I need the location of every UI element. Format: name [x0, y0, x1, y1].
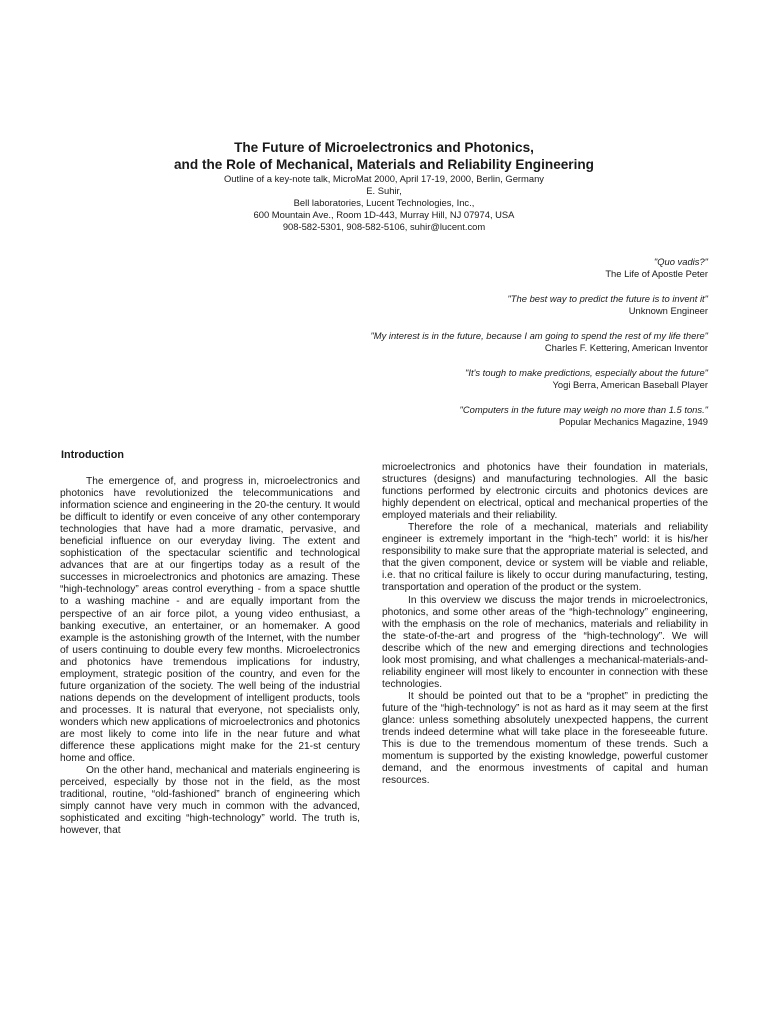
quote-author: Popular Mechanics Magazine, 1949: [558, 416, 708, 427]
body-column-left: [60, 476, 360, 837]
quote-text: "Quo vadis?": [653, 256, 708, 267]
quote-item: [188, 256, 708, 280]
section-heading-introduction: Introduction: [61, 449, 124, 461]
quote-text: "The best way to predict the future is to invent it": [507, 293, 708, 304]
paper-title-line-1: The Future of Microelectronics and Photonics,: [234, 140, 534, 155]
quote-text: "Computers in the future may weigh no more than 1.5 tons.": [459, 404, 708, 415]
quote-author: Yogi Berra, American Baseball Player: [552, 379, 708, 390]
quote-item: [188, 367, 708, 391]
quote-text: "It's tough to make predictions, especially about the future": [465, 367, 708, 378]
title-block: [0, 139, 768, 233]
epigraph-quotes: [188, 256, 708, 441]
body-column-right: [382, 462, 708, 787]
author-name: E. Suhir,: [366, 185, 402, 196]
body-paragraph: Therefore the role of a mechanical, materials and reliability engineer is extremely important in the “high-tech” world: it is his/her responsibility to make sure that the appropriate material is selected, and that the given component, device or system will be viable and reliable, i.e. that no critical failure is likely to occur during manufacturing, testing, transportation and operation of the product or the system.: [382, 522, 708, 594]
body-paragraph: microelectronics and photonics have their foundation in materials, structures (designs) and manufacturing technologies. All the basic functions performed by electronic circuits and photonics devices are highly dependent on electrical, optical and mechanical properties of the employed materials and their reliability.: [382, 462, 708, 522]
quote-author: Unknown Engineer: [628, 305, 708, 316]
body-paragraph: In this overview we discuss the major trends in microelectronics, photonics, and some other areas of the “high-technology” engineering, with the emphasis on the role of mechanics, materials and reliability in the state-of-the-art and progress of the “high-technology”. We will describe which of the new and emerging directions and technologies look most promising, and what challenges a mechanical-materials-and-reliability engineer will most likely to encounter in connection with these technologies.: [382, 594, 708, 690]
quote-author: The Life of Apostle Peter: [605, 268, 708, 279]
author-affiliation: Bell laboratories, Lucent Technologies, Inc.,: [293, 197, 475, 208]
author-contact: 908-582-5301, 908-582-5106, suhir@lucent.com: [282, 221, 486, 232]
body-paragraph: On the other hand, mechanical and materials engineering is perceived, especially by those not in the field, as the most traditional, routine, “old-fashioned” branch of engineering which simply cannot have very much in common with the advanced, sophisticated and exciting “high-technology” world. The truth is, however, that: [60, 765, 360, 837]
talk-outline-line: Outline of a key-note talk, MicroMat 2000, April 17-19, 2000, Berlin, Germany: [224, 173, 544, 184]
author-address: 600 Mountain Ave., Room 1D-443, Murray Hill, NJ 07974, USA: [253, 209, 515, 220]
body-paragraph: The emergence of, and progress in, microelectronics and photonics have revolutionized the telecommunications and information science and engineering in the 20-the century. It would be difficult to identify or even conceive of any other contemporary technologies that have had a more dramatic, pervasive, and beneficial influence on our everyday living. The extent and sophistication of the spectacular scientific and technological advances that are at our fingertips today as a result of the successes in microelectronics and photonics are amazing. These “high-technology” areas control everything - from a space shuttle to a washing machine - and are equally important from the perspective of an air force pilot, a young video enthusiast, a banking executive, an entertainer, or an homemaker. A good example is the astonishing growth of the Internet, with the number of users continuing to double every few months. Microelectronics and photonics have tremendous implications for industry, employment, strategic position of the country, and even for the future organization of the society. The well being of the industrial nations depends on the development of intelligent products, tools and processes. It is natural that everyone, not specialists only, wonders which new applications of microelectronics and photonics are most likely to come into life in the near future and what difference these applications might make for the 21-st century home and office.: [60, 476, 360, 765]
body-paragraph: It should be pointed out that to be a “prophet” in predicting the future of the “high-technology” is not as hard as it may seem at the first glance: unless something absolutely unexpected happens, the current trends indeed determine what will take place in the foreseeable future. This is due to the tremendous momentum of these trends. Such a momentum is supported by the existing knowledge, powerful customer demand, and the enormous investments of capital and human resources.: [382, 690, 708, 787]
paper-title-line-2: and the Role of Mechanical, Materials and Reliability Engineering: [174, 157, 594, 172]
quote-item: [188, 330, 708, 354]
quote-item: [188, 293, 708, 317]
quote-text: "My interest is in the future, because I am going to spend the rest of my life there": [370, 330, 708, 341]
quote-author: Charles F. Kettering, American Inventor: [544, 342, 708, 353]
quote-item: [188, 404, 708, 428]
